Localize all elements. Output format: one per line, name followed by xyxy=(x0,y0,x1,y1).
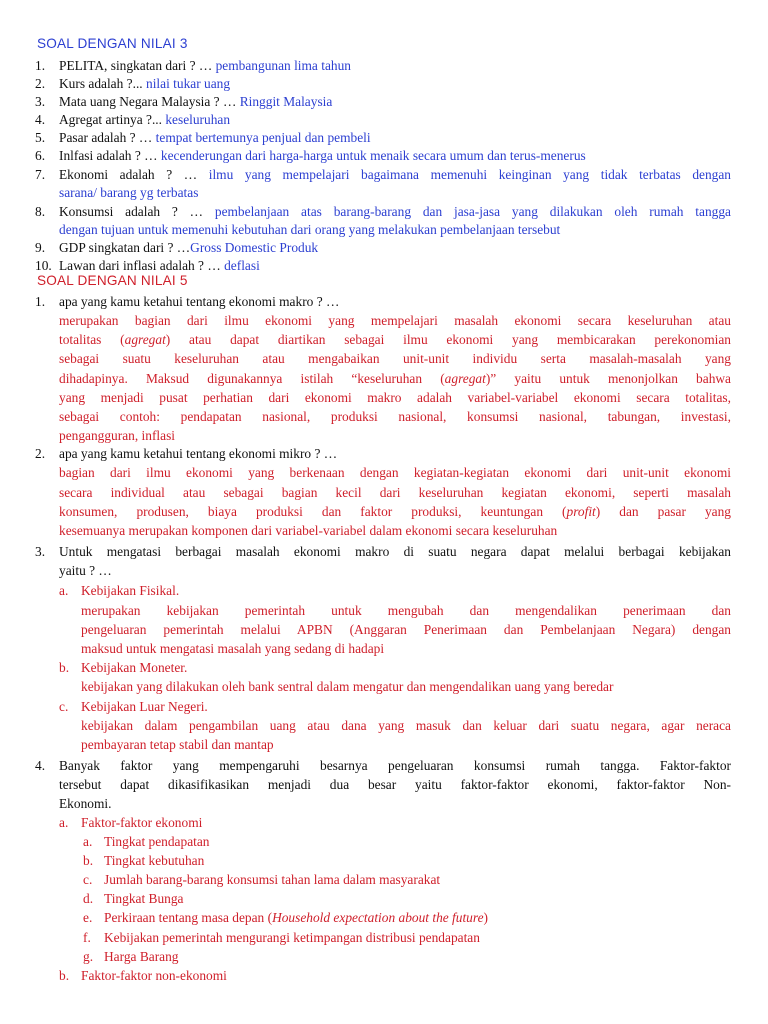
list-item: PELITA, singkatan dari ? … pembangunan lima tahun xyxy=(59,58,351,73)
list-item: Ekonomi adalah ? … ilmu yang mempelajari bagaimana memenuhi keinginan yang tidak terbatas dengan xyxy=(59,167,731,182)
list-number: 2. xyxy=(35,76,46,91)
list-number: 9. xyxy=(35,240,46,255)
answer-line: totalitas (agregat) atau dapat diartikan sebagai ilmu ekonomi yang membicarakan perekonomian xyxy=(59,332,731,347)
sub-sub-number: f. xyxy=(83,930,91,945)
question-text: apa yang kamu ketahui tentang ekonomi mikro ? … xyxy=(59,446,338,461)
list-item-continuation: sarana/ barang yg terbatas xyxy=(59,185,199,200)
list-number: 4. xyxy=(35,112,46,127)
answer-line: bagian dari ilmu ekonomi yang berkenaan dengan kegiatan-kegiatan ekonomi dari unit-unit ekonomi xyxy=(59,465,731,480)
section-heading-nilai-3: SOAL DENGAN NILAI 3 xyxy=(37,36,188,51)
sub-sub-item: Kebijakan pemerintah mengurangi ketimpangan distribusi pendapatan xyxy=(104,930,480,945)
answer-line: kesemuanya merupakan komponen dari variabel-variabel dalam ekonomi secara keseluruhan xyxy=(59,523,558,538)
question-text: Untuk mengatasi berbagai masalah ekonomi makro di suatu negara dapat melalui berbagai kebijakan xyxy=(59,544,731,559)
list-item: Mata uang Negara Malaysia ? … Ringgit Malaysia xyxy=(59,94,333,109)
sub-number: a. xyxy=(59,815,69,830)
sub-sub-item: Harga Barang xyxy=(104,949,179,964)
question-text: tersebut dapat dikasifikasikan menjadi dua besar yaitu faktor-faktor ekonomi, faktor-faktor Non- xyxy=(59,777,731,792)
list-number: 8. xyxy=(35,204,46,219)
sub-sub-number: c. xyxy=(83,872,93,887)
list-number: 1. xyxy=(35,294,46,309)
answer-line: kebijakan dalam pengambilan uang atau dana yang masuk dan keluar dari suatu negara, agar neraca xyxy=(81,718,731,733)
sub-title: Faktor-faktor non-ekonomi xyxy=(81,968,227,983)
list-number: 7. xyxy=(35,167,46,182)
list-item: Agregat artinya ?... keseluruhan xyxy=(59,112,231,127)
answer-line: dihadapinya. Maksud digunakannya istilah “keseluruhan (agregat)” yaitu untuk menonjolkan bahwa xyxy=(59,371,732,386)
answer-line: konsumen, produsen, biaya produksi dan faktor produksi, keuntungan (profit) dan pasar yang xyxy=(59,504,731,519)
list-item: Lawan dari inflasi adalah ? … deflasi xyxy=(59,258,260,273)
list-item-continuation: dengan tujuan untuk memenuhi kebutuhan dari orang yang melakukan pembelanjaan tersebut xyxy=(59,222,561,237)
question-text: yaitu ? … xyxy=(59,563,112,578)
question-text: Banyak faktor yang mempengaruhi besarnya pengeluaran konsumsi rumah tangga. Faktor-faktor xyxy=(59,758,731,773)
sub-sub-item: Perkiraan tentang masa depan (Household expectation about the future) xyxy=(104,910,489,925)
list-item: Konsumsi adalah ? … pembelanjaan atas barang-barang dan jasa-jasa yang dilakukan oleh rumah tangga xyxy=(59,204,731,219)
list-item: Inlfasi adalah ? … kecenderungan dari harga-harga untuk menaik secara umum dan terus-menerus xyxy=(59,148,586,163)
answer-line: pengeluaran pemerintah melalui APBN (Anggaran Penerimaan dan Pembelanjaan Negara) dengan xyxy=(81,622,731,637)
sub-title: Kebijakan Moneter. xyxy=(81,660,188,675)
sub-title: Kebijakan Luar Negeri. xyxy=(81,699,208,714)
answer-line: pengangguran, inflasi xyxy=(59,428,176,443)
answer-line: merupakan bagian dari ilmu ekonomi yang mempelajari masalah ekonomi secara keseluruhan atau xyxy=(59,313,731,328)
answer-line: sebagai suatu keseluruhan atau mengabaikan unit-unit individu serta masalah-masalah yang xyxy=(59,351,731,366)
sub-sub-number: d. xyxy=(83,891,94,906)
answer-line: pembayaran tetap stabil dan mantap xyxy=(81,737,274,752)
list-number: 1. xyxy=(35,58,46,73)
list-number: 3. xyxy=(35,544,46,559)
question-text: apa yang kamu ketahui tentang ekonomi makro ? … xyxy=(59,294,340,309)
sub-sub-number: g. xyxy=(83,949,94,964)
sub-sub-number: b. xyxy=(83,853,94,868)
list-number: 4. xyxy=(35,758,46,773)
sub-sub-item: Jumlah barang-barang konsumsi tahan lama dalam masyarakat xyxy=(104,872,441,887)
sub-number: b. xyxy=(59,660,70,675)
list-number: 2. xyxy=(35,446,46,461)
list-item: Pasar adalah ? … tempat bertemunya penjual dan pembeli xyxy=(59,130,371,145)
question-text: Ekonomi. xyxy=(59,796,112,811)
answer-line: yang menjadi pusat perhatian dari ekonomi makro adalah variabel-variabel ekonomi secara totalitas, xyxy=(59,390,731,405)
list-number: 5. xyxy=(35,130,46,145)
sub-title: Faktor-faktor ekonomi xyxy=(81,815,203,830)
sub-sub-item: Tingkat kebutuhan xyxy=(104,853,205,868)
sub-title: Kebijakan Fisikal. xyxy=(81,583,180,598)
sub-number: c. xyxy=(59,699,69,714)
sub-sub-number: e. xyxy=(83,910,93,925)
answer-line: merupakan kebijakan pemerintah untuk mengubah dan mengendalikan penerimaan dan xyxy=(81,603,731,618)
answer-line: secara individual atau sebagai bagian kecil dari keseluruhan kegiatan ekonomi, seperti masalah xyxy=(59,485,731,500)
list-number: 3. xyxy=(35,94,46,109)
answer-line: maksud untuk mengatasi masalah yang sedang di hadapi xyxy=(81,641,385,656)
sub-sub-number: a. xyxy=(83,834,93,849)
list-number: 6. xyxy=(35,148,46,163)
list-item: GDP singkatan dari ? …Gross Domestic Produk xyxy=(59,240,319,255)
section-heading-nilai-5: SOAL DENGAN NILAI 5 xyxy=(37,273,188,288)
sub-number: a. xyxy=(59,583,69,598)
sub-sub-item: Tingkat pendapatan xyxy=(104,834,210,849)
answer-line: kebijakan yang dilakukan oleh bank sentral dalam mengatur dan mengendalikan uang yang beredar xyxy=(81,679,614,694)
sub-sub-item: Tingkat Bunga xyxy=(104,891,184,906)
sub-number: b. xyxy=(59,968,70,983)
list-number: 10. xyxy=(35,258,52,273)
answer-line: sebagai contoh: pendapatan nasional, produksi nasional, konsumsi nasional, tabungan, investasi, xyxy=(59,409,731,424)
list-item: Kurs adalah ?... nilai tukar uang xyxy=(59,76,231,91)
